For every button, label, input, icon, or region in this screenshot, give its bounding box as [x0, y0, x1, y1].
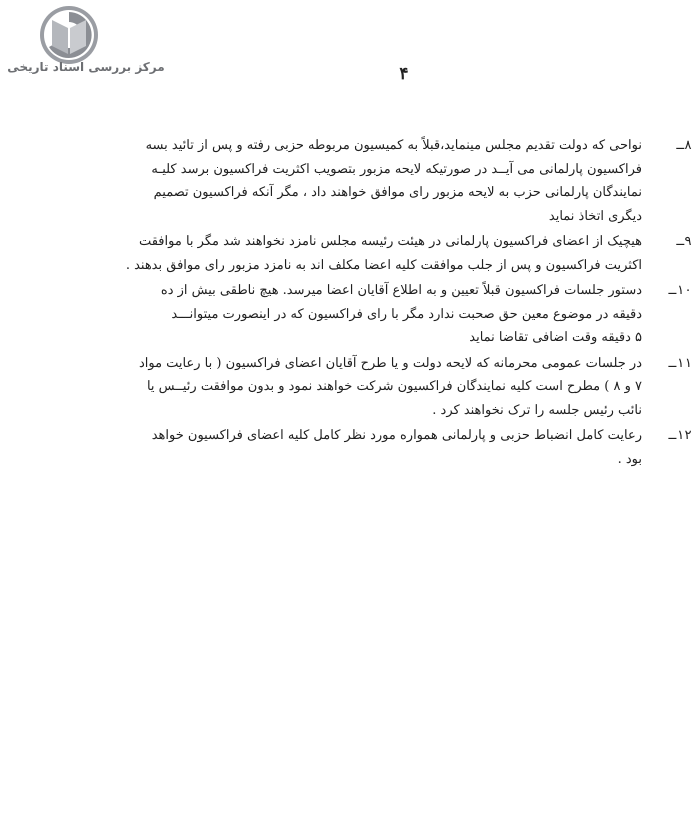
clause-line: دیگری اتخاذ نماید	[548, 208, 642, 224]
clause-10	[58, 279, 692, 350]
page-number: ۴	[399, 64, 409, 84]
clause-line: رعایت کامل انضباط حزبی و پارلمانی همواره مورد نظر کامل کلیه اعضای فراکسیون خواهد	[151, 428, 642, 443]
clause-line: فراکسیون پارلمانی می آیــد در صورتیکه لایحه مزبور بتصویب اکثریت فراکسیون برسد کلیـه	[151, 161, 642, 177]
clause-number: ۸ـ	[676, 138, 692, 153]
clause-line: نائب رئیس جلسه را ترک نخواهند کرد .	[432, 402, 642, 418]
clause-11	[58, 352, 692, 423]
clause-9	[58, 230, 692, 277]
clause-12	[58, 424, 692, 471]
clause-line: نواحی که دولت تقدیم مجلس مینماید،قبلاً به کمیسیون مربوطه حزبی رفته و پس از تائید بسه	[145, 138, 642, 153]
document-body	[58, 134, 692, 473]
clause-line: هیچیک از اعضای فراکسیون پارلمانی در هیئت رئیسه مجلس نامزد نخواهند شد مگر با موافقت	[138, 234, 642, 249]
clause-number: ۱۰ـ	[668, 283, 692, 298]
clause-line: دستور جلسات فراکسیون قبلاً تعیین و به اطلاع آقایان اعضا میرسد. هیچ ناطقی بیش از ده	[160, 283, 642, 298]
clause-number: ۱۱ـ	[668, 355, 692, 371]
clause-line: اکثریت فراکسیون و پس از جلب موافقت کلیه اعضا مکلف اند به نامزد مزبور رای موافق بدهند .	[125, 257, 642, 273]
clause-line: ۷ و ۸ ) مطرح است کلیه نمایندگان فراکسیون شرکت خواهند نمود و بدون موافقت رئیــس یا	[146, 379, 642, 394]
clause-line: ۵ دقیقه وقت اضافی تقاضا نماید	[469, 330, 642, 345]
clause-number: ۹ـ	[676, 234, 692, 249]
clause-line: نمایندگان پارلمانی حزب به لایحه مزبور رای موافق خواهند داد ، مگر آنکه فراکسیون تصمیم	[153, 185, 642, 200]
clause-line: دقیقه در موضوع معین حق صحبت ندارد مگر با رای فراکسیون که در اینصورت میتوانـــد	[171, 306, 642, 322]
clause-line: بود .	[617, 451, 642, 467]
clause-line: در جلسات عمومی محرمانه که لایحه دولت و یا طرح آقایان اعضای فراکسیون ( با رعایت مواد	[138, 355, 642, 371]
clause-number: ۱۲ـ	[668, 428, 692, 443]
archive-logo-icon	[38, 4, 100, 66]
watermark	[0, 0, 170, 86]
watermark-text: مرکز بررسی اسناد تاریخی	[7, 60, 165, 74]
clause-8	[58, 134, 692, 228]
